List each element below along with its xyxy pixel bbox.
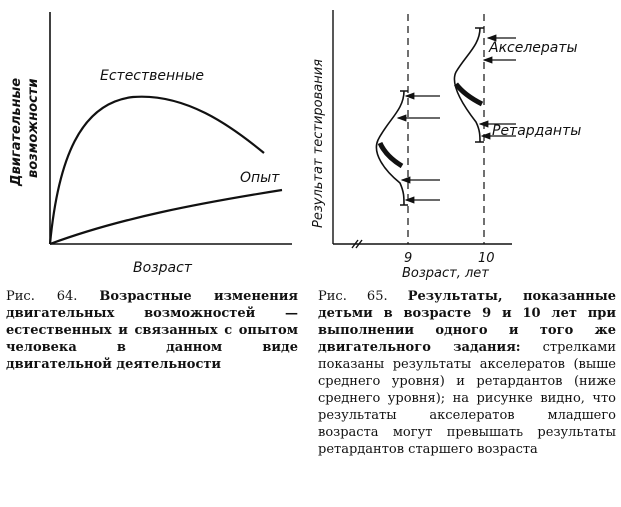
fig64-experience-label: Опыт xyxy=(240,170,280,186)
figure-64 xyxy=(9,12,292,276)
fig65-x-label: Возраст, лет xyxy=(402,266,489,281)
fig65-caption xyxy=(318,288,616,458)
fig64-caption xyxy=(6,288,298,373)
fig65-caption-bold: Результаты, показанные детьми в возрасте 9 и 10 лет при выполнении одного и того же двигательного задания: xyxy=(318,289,617,355)
fig65-y-label: Результат тестирования xyxy=(311,59,326,228)
fig65-caption-number: Рис. 65. xyxy=(318,289,388,304)
fig64-natural-label: Естественные xyxy=(100,68,205,84)
fig64-y-label-line2: возможности xyxy=(26,78,41,178)
fig65-tick-9: 9 xyxy=(404,251,413,266)
figure-65 xyxy=(311,10,581,281)
fig65-age10-mean-segment xyxy=(456,84,482,104)
fig64-natural-curve xyxy=(50,97,264,244)
fig65-retardants-label: Ретарданты xyxy=(492,123,582,139)
fig65-tick-10: 10 xyxy=(478,251,495,266)
fig65-caption-text: стрелками показаны результаты акселератов (выше среднего уровня) и ретардантов (ниже среднего уровня); на рисунке видно, что результаты акселератов младшего возраста могут превышать результаты ретардантов старшего возраста xyxy=(318,340,616,457)
fig65-accelerates-label: Акселераты xyxy=(489,40,578,56)
fig65-age9-mean-segment xyxy=(380,143,402,166)
fig64-caption-number: Рис. 64. xyxy=(6,289,78,304)
fig64-caption-text: Возрастные изменения двигательных возможностей — естественных и связанных с опытом человека в данном виде двигательной деятельности xyxy=(6,289,298,372)
fig64-x-label: Возраст xyxy=(133,260,192,276)
fig64-y-label-line1: Двигательные xyxy=(9,77,24,186)
fig64-experience-curve xyxy=(50,190,282,244)
